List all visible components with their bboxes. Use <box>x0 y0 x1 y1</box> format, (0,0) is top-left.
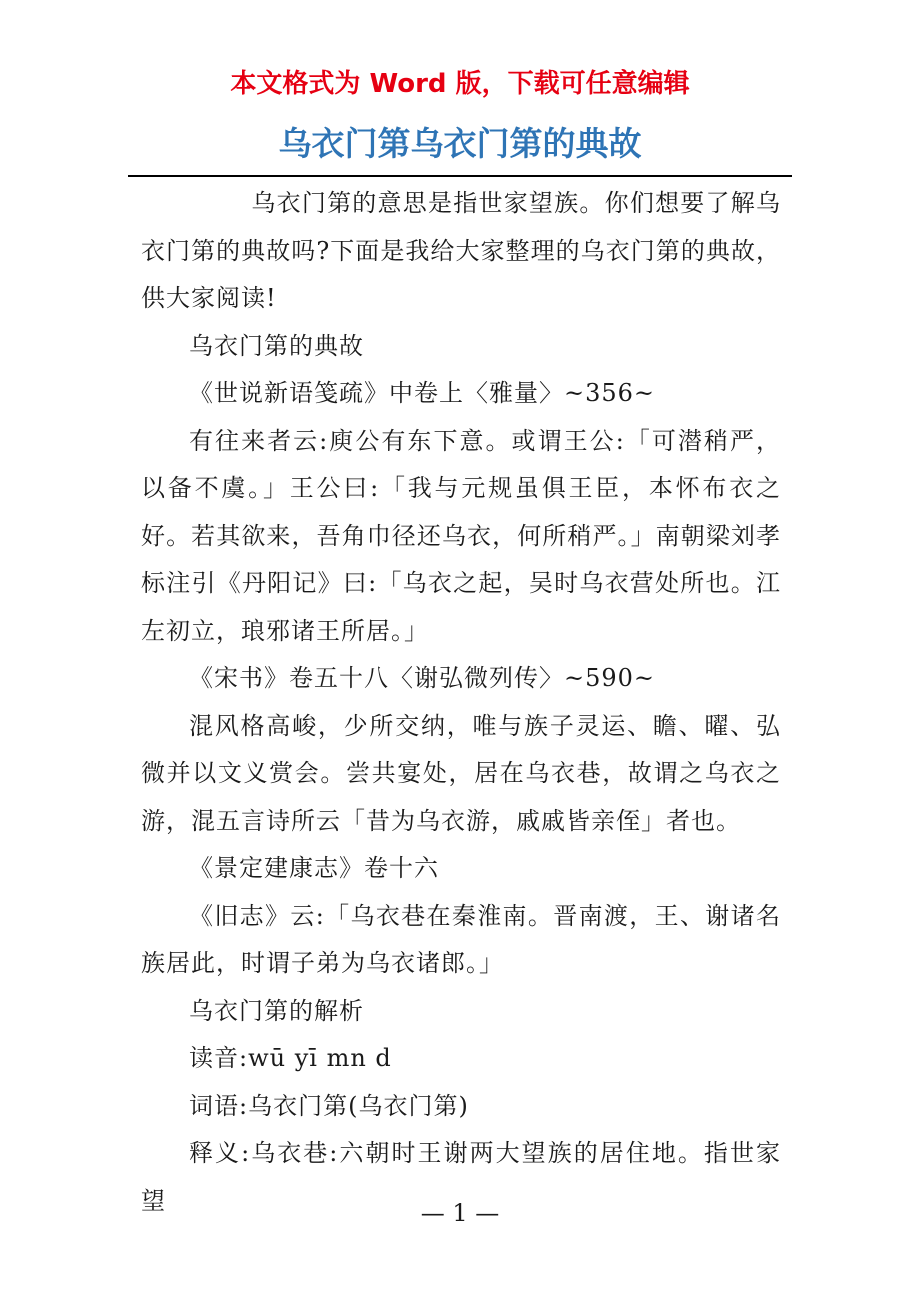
pronunciation-line: 读音:wū yī mn d <box>189 1044 392 1072</box>
intro-paragraph: 乌衣门第的意思是指世家望族。你们想要了解乌衣门第的典故吗?下面是我给大家整理的乌衣门第的典故，供大家阅读! <box>141 189 781 312</box>
quote-paragraph-songshu: 混风格高峻，少所交纳，唯与族子灵运、瞻、曜、弘微并以文义赏会。尝共宴处，居在乌衣巷，故谓之乌衣之游，混五言诗所云「昔为乌衣游，戚戚皆亲侄」者也。 <box>141 711 781 835</box>
source-citation-jiankang: 《景定建康志》卷十六 <box>189 854 439 882</box>
source-citation-shishuo: 《世说新语笺疏》中卷上〈雅量〉~356~ <box>189 379 656 407</box>
source-citation-songshu: 《宋书》卷五十八〈谢弘微列传〉~590~ <box>189 664 656 692</box>
quote-paragraph-shishuo: 有往来者云:庾公有东下意。或谓王公:「可潜稍严，以备不虞。」王公曰:「我与元规虽俱王臣，本怀布衣之好。若其欲来，吾角巾径还乌衣，何所稍严。」南朝梁刘孝标注引《丹阳记》曰:「乌衣之起，吴时乌衣营处所也。江左初立，琅邪诸王所居。」 <box>141 426 781 645</box>
word-line: 词语:乌衣门第(乌衣门第) <box>189 1091 469 1120</box>
page-number: — 1 — <box>420 1199 500 1227</box>
document-title: 乌衣门第乌衣门第的典故 <box>278 124 642 163</box>
title-divider <box>128 175 792 177</box>
format-notice-banner: 本文格式为 Word 版，下载可任意编辑 <box>230 69 690 99</box>
section-heading-analysis: 乌衣门第的解析 <box>189 996 364 1025</box>
document-body <box>141 180 781 1225</box>
section-heading-allusion: 乌衣门第的典故 <box>189 331 364 360</box>
quote-paragraph-jiankang: 《旧志》云:「乌衣巷在秦淮南。晋南渡，王、谢诸名族居此，时谓子弟为乌衣诸郎。」 <box>141 901 781 977</box>
definition-line: 释义:乌衣巷:六朝时王谢两大望族的居住地。指世家望 <box>141 1139 781 1215</box>
